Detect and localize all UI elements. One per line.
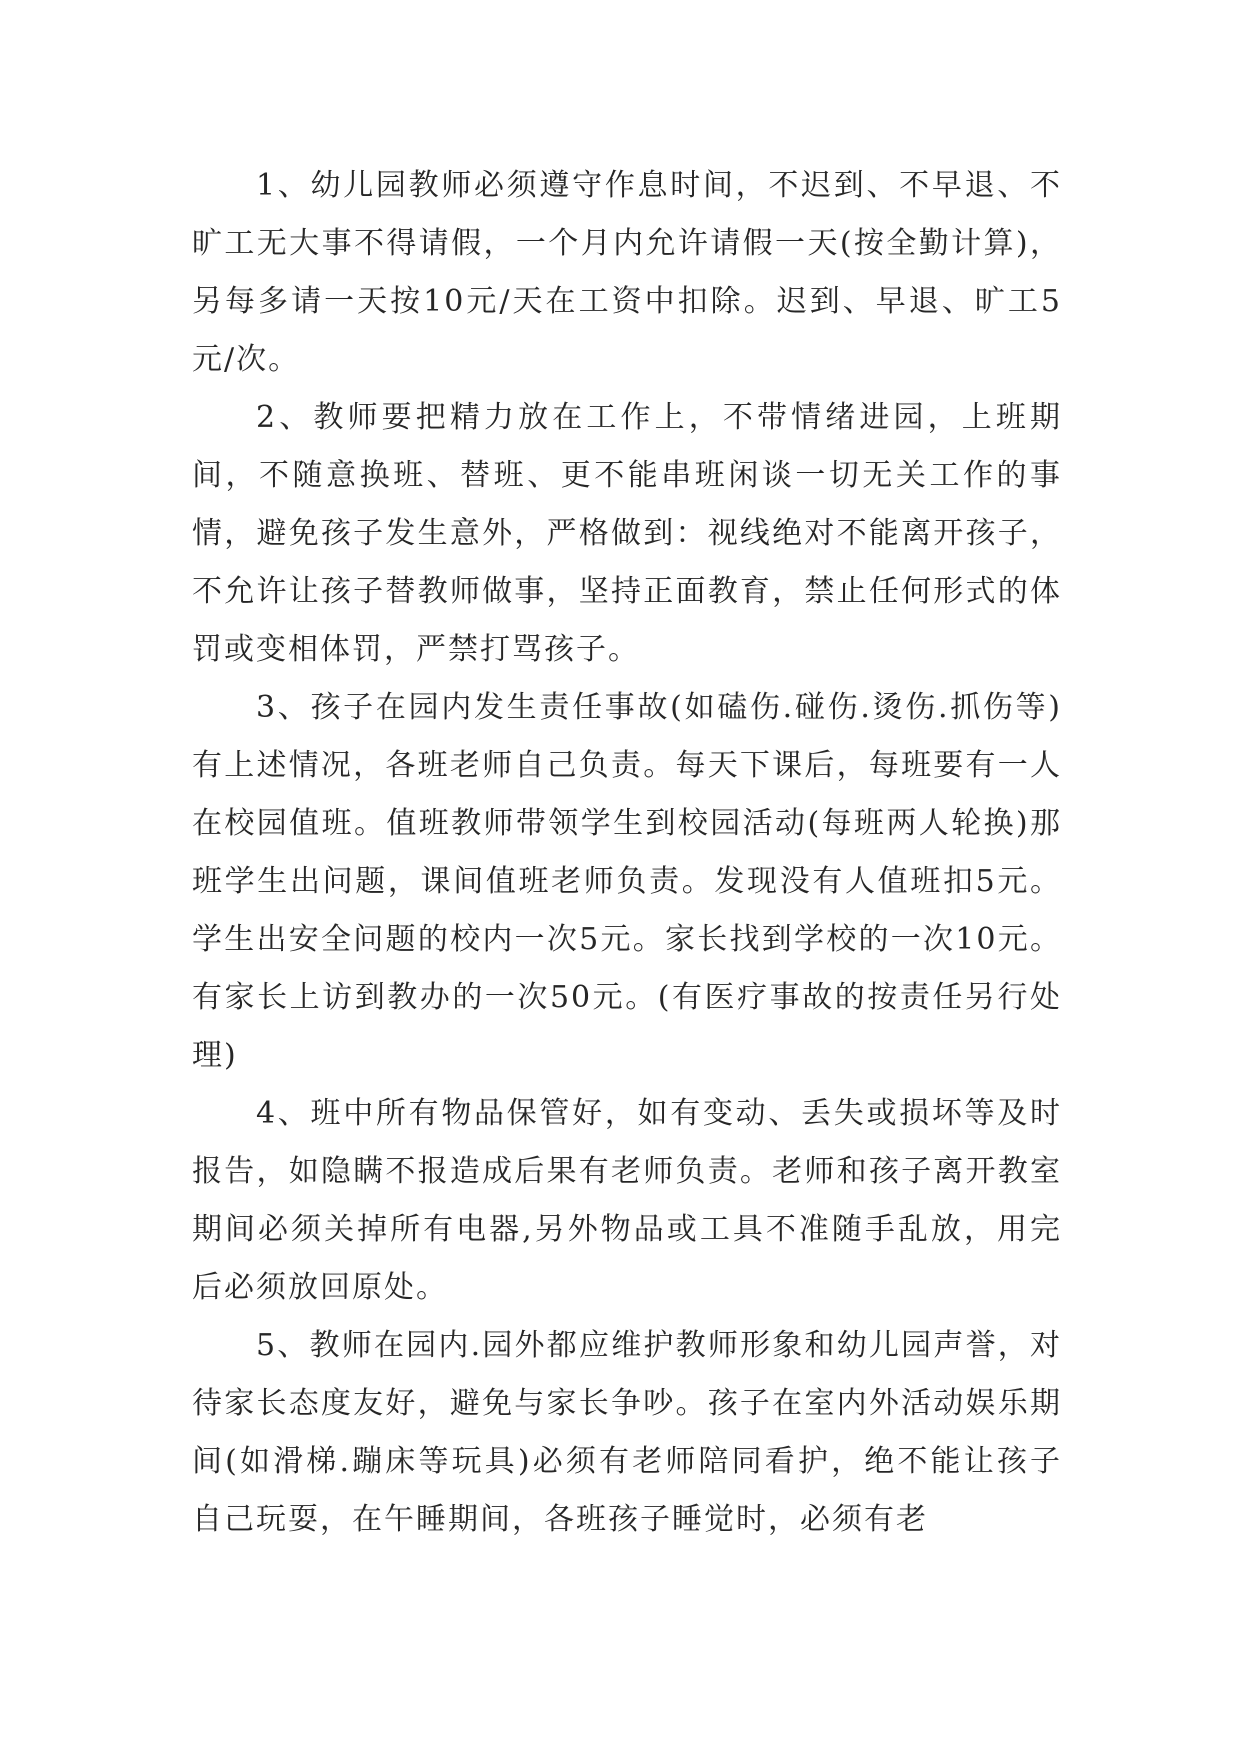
rule-paragraph-5: 5、教师在园内.园外都应维护教师形象和幼儿园声誉，对待家长态度友好，避免与家长争吵。孩子在室内外活动娱乐期间(如滑梯.蹦床等玩具)必须有老师陪同看护，绝不能让孩子自己玩耍，在午睡期间，各班孩子睡觉时，必须有老: [192, 1328, 1062, 1537]
rule-paragraph-3: 3、孩子在园内发生责任事故(如磕伤.碰伤.烫伤.抓伤等)有上述情况，各班老师自己负责。每天下课后，每班要有一人在校园值班。值班教师带领学生到校园活动(每班两人轮换)那班学生出问题，课间值班老师负责。发现没有人值班扣5元。学生出安全问题的校内一次5元。家长找到学校的一次10元。有家长上访到教办的一次50元。(有医疗事故的按责任另行处理): [192, 690, 1062, 1073]
rule-paragraph-1: 1、幼儿园教师必须遵守作息时间，不迟到、不早退、不旷工无大事不得请假，一个月内允许请假一天(按全勤计算)，另每多请一天按10元/天在工资中扣除。迟到、早退、旷工5元/次。: [192, 168, 1062, 377]
rule-paragraph-2: 2、教师要把精力放在工作上，不带情绪进园，上班期间，不随意换班、替班、更不能串班闲谈一切无关工作的事情，避免孩子发生意外，严格做到：视线绝对不能离开孩子，不允许让孩子替教师做事，坚持正面教育，禁止任何形式的体罚或变相体罚，严禁打骂孩子。: [192, 400, 1062, 667]
document-body: [192, 157, 1062, 1549]
rule-paragraph-4: 4、班中所有物品保管好，如有变动、丢失或损坏等及时报告，如隐瞒不报造成后果有老师负责。老师和孩子离开教室期间必须关掉所有电器,另外物品或工具不准随手乱放，用完后必须放回原处。: [192, 1096, 1062, 1305]
